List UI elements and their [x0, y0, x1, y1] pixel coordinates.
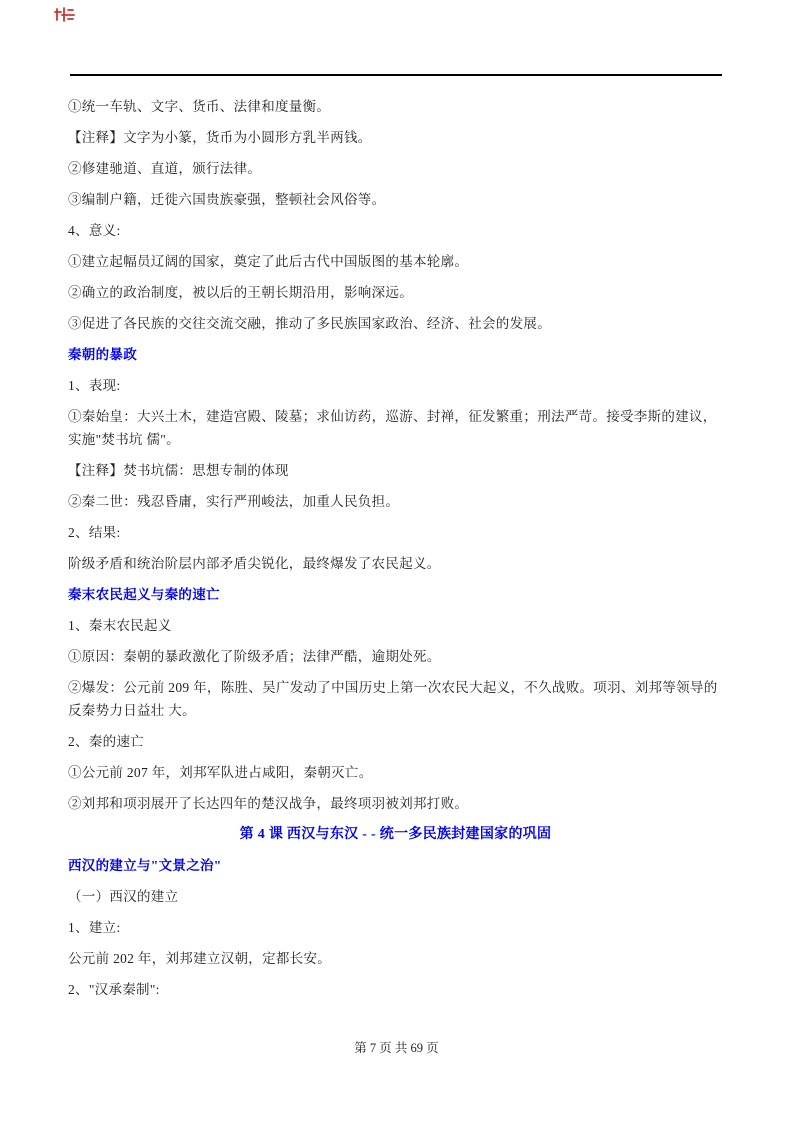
paragraph: 1、秦末农民起义 [68, 618, 172, 633]
paragraph: 【注释】文字为小篆，货币为小圆形方乳半两钱。 [68, 130, 372, 145]
lesson-title-heading: 第 4 课 西汉与东汉 - - 统一多民族封建国家的巩固 [239, 827, 552, 842]
header-rule [70, 74, 722, 76]
page-footer: 第 7 页 共 69 页 [354, 1041, 439, 1055]
paragraph: 阶级矛盾和统治阶层内部矛盾尖锐化，最终爆发了农民起义。 [68, 556, 441, 571]
paragraph: ③促进了各民族的交往交流交融，推动了多民族国家政治、经济、社会的发展。 [68, 316, 551, 331]
paragraph: 2、秦的速亡 [68, 734, 145, 749]
document-body [68, 95, 723, 1009]
paragraph: 1、建立: [68, 920, 121, 935]
red-stamp-icon [54, 6, 76, 23]
paragraph: ①原因：秦朝的暴政激化了阶级矛盾；法律严酷，逾期处死。 [68, 649, 441, 664]
paragraph: ②刘邦和项羽展开了长达四年的楚汉战争，最终项羽被刘邦打败。 [68, 796, 469, 811]
paragraph: ②确立的政治制度，被以后的王朝长期沿用，影响深远。 [68, 285, 413, 300]
paragraph: ①秦始皇：大兴土木，建造宫殿、陵墓；求仙访药，巡游、封禅，征发繁重；刑法严苛。接受李斯的建议，实施"焚书坑 儒"。 [68, 409, 717, 447]
paragraph: 1、表现: [68, 378, 121, 393]
paragraph: ①建立起幅员辽阔的国家，奠定了此后古代中国版图的基本轮廓。 [68, 254, 469, 269]
paragraph: （一）西汉的建立 [68, 889, 179, 904]
paragraph: ③编制户籍，迁徙六国贵族豪强，整顿社会风俗等。 [68, 192, 386, 207]
paragraph: 4、意义: [68, 223, 121, 238]
paragraph: 【注释】焚书坑儒：思想专制的体现 [68, 463, 289, 478]
section-heading: 秦朝的暴政 [68, 347, 137, 362]
paragraph: ②修建驰道、直道，颁行法律。 [68, 161, 262, 176]
paragraph: ②爆发：公元前 209 年，陈胜、吴广发动了中国历史上第一次农民大起义，不久战败。项羽、刘邦等领导的反秦势力日益壮 大。 [68, 680, 718, 718]
paragraph: ①统一车轨、文字、货币、法律和度量衡。 [68, 99, 331, 114]
section-heading: 西汉的建立与"文景之治" [68, 858, 222, 873]
section-heading: 秦末农民起义与秦的速亡 [68, 587, 220, 602]
paragraph: ②秦二世：残忍昏庸，实行严刑峻法，加重人民负担。 [68, 494, 400, 509]
paragraph: ①公元前 207 年，刘邦军队进占咸阳，秦朝灭亡。 [68, 765, 373, 780]
paragraph: 2、结果: [68, 525, 121, 540]
paragraph: 公元前 202 年，刘邦建立汉朝，定都长安。 [68, 951, 332, 966]
paragraph: 2、"汉承秦制": [68, 982, 160, 997]
